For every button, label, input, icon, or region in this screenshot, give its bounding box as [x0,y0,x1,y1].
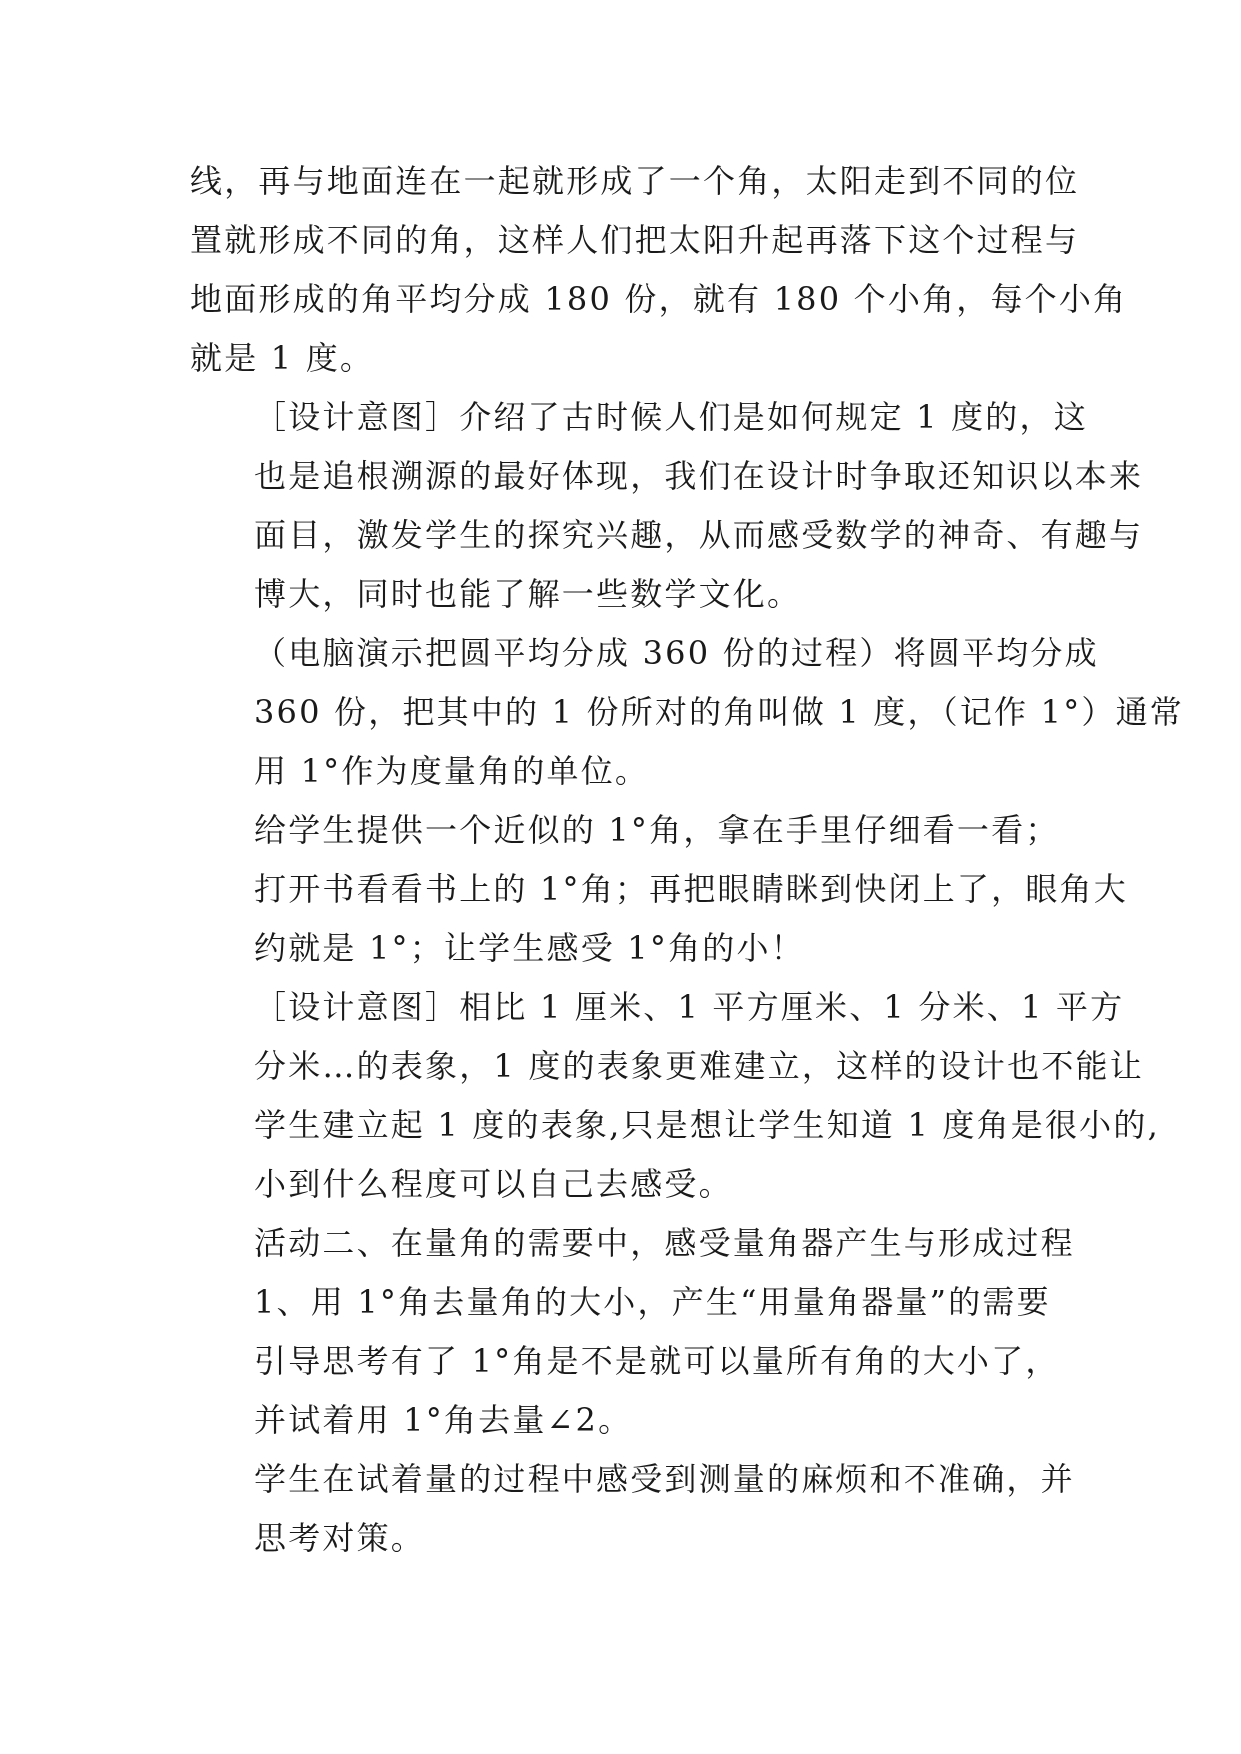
text-line: 活动二、在量角的需要中，感受量角器产生与形成过程 [254,1224,1075,1262]
text-line: （电脑演示把圆平均分成 360 份的过程）将圆平均分成 [254,634,1099,672]
text-line: 置就形成不同的角，这样人们把太阳升起再落下这个过程与 [190,221,1080,259]
text-line: 线，再与地面连在一起就形成了一个角，太阳走到不同的位 [190,162,1080,200]
text-line: ［设计意图］介绍了古时候人们是如何规定 1 度的，这 [254,398,1088,436]
text-line: 给学生提供一个近似的 1°角，拿在手里仔细看一看； [254,811,1060,849]
text-line: 小到什么程度可以自己去感受。 [254,1165,733,1203]
text-line: 就是 1 度。 [190,339,375,377]
text-line: 360 份，把其中的 1 份所对的角叫做 1 度，（记作 1°）通常 [254,693,1184,731]
text-line: 并试着用 1°角去量∠2。 [254,1401,633,1439]
paragraph-design-intent-2 [190,978,1160,1214]
document-body [190,152,1184,1568]
text-line: 思考对策。 [254,1519,426,1557]
text-line: 学生在试着量的过程中感受到测量的麻烦和不准确，并 [254,1460,1075,1498]
paragraph-angle-origin [190,152,1128,388]
paragraph-circle-360 [190,624,1184,801]
text-line: 约就是 1°；让学生感受 1°角的小！ [254,929,805,967]
text-line: 也是追根溯源的最好体现，我们在设计时争取还知识以本来 [254,457,1144,495]
text-line: ［设计意图］相比 1 厘米、1 平方厘米、1 分米、1 平方 [254,988,1125,1026]
text-line: 打开书看看书上的 1°角；再把眼睛眯到快闭上了，眼角大 [254,870,1128,908]
paragraph-guide-thinking [190,1332,1060,1450]
text-line: 用 1°作为度量角的单位。 [254,752,650,790]
text-line: 1、用 1°角去量角的大小，产生“用量角器量”的需要 [254,1283,1051,1321]
text-line: 引导思考有了 1°角是不是就可以量所有角的大小了， [254,1342,1060,1380]
text-line: 分米…的表象，1 度的表象更难建立，这样的设计也不能让 [254,1047,1144,1085]
text-line: 博大，同时也能了解一些数学文化。 [254,575,802,613]
paragraph-one-degree-feel [190,801,1128,978]
subheading-measure-need [190,1273,1050,1332]
text-line: 地面形成的角平均分成 180 份，就有 180 个小角，每个小角 [190,280,1128,318]
text-line: 学生建立起 1 度的表象,只是想让学生知道 1 度角是很小的, [254,1106,1160,1144]
paragraph-student-trial [190,1450,1075,1568]
heading-activity-two [190,1214,1075,1273]
text-line: 面目，激发学生的探究兴趣，从而感受数学的神奇、有趣与 [254,516,1144,554]
paragraph-design-intent-1 [190,388,1144,624]
